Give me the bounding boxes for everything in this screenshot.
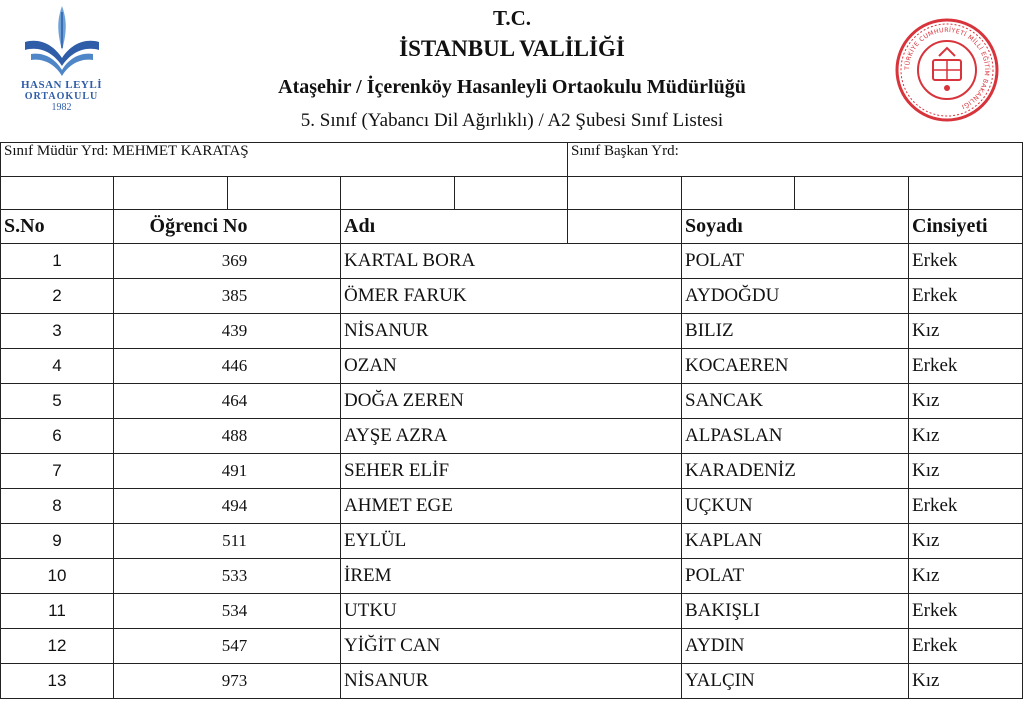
cell-gender: Kız [909, 664, 1023, 699]
cell-surname: KOCAEREN [682, 349, 909, 384]
cell-name: EYLÜL [341, 524, 682, 559]
cell-surname: KARADENİZ [682, 454, 909, 489]
cell-student-no: 973 [114, 664, 341, 699]
col-header-sno: S.No [1, 210, 114, 244]
seal-ring-text: TÜRKİYE CUMHURİYETİ MİLLİ EĞİTİM BAKANLIĞI [903, 26, 991, 110]
col-header-gender: Cinsiyeti [909, 210, 1023, 244]
cell-gender: Kız [909, 559, 1023, 594]
cell-name: SEHER ELİF [341, 454, 682, 489]
table-row [1, 244, 1023, 279]
cell-name: DOĞA ZEREN [341, 384, 682, 419]
table-row [1, 349, 1023, 384]
cell-name: NİSANUR [341, 664, 682, 699]
cell-surname: POLAT [682, 559, 909, 594]
cell-name: KARTAL BORA [341, 244, 682, 279]
class-teacher: Sınıf Müdür Yrd: MEHMET KARATAŞ [1, 143, 568, 177]
cell-sno: 4 [1, 349, 114, 384]
cell-gender: Kız [909, 524, 1023, 559]
col-header-spacer [568, 210, 682, 244]
document-header [0, 0, 1024, 142]
cell-sno: 8 [1, 489, 114, 524]
blank-cell [682, 177, 795, 210]
cell-sno: 12 [1, 629, 114, 664]
cell-surname: AYDIN [682, 629, 909, 664]
cell-sno: 10 [1, 559, 114, 594]
table-row [1, 314, 1023, 349]
cell-name: NİSANUR [341, 314, 682, 349]
cell-surname: UÇKUN [682, 489, 909, 524]
class-president: Sınıf Başkan Yrd: [568, 143, 1023, 177]
column-header-row [1, 210, 1023, 244]
cell-sno: 6 [1, 419, 114, 454]
cell-student-no: 488 [114, 419, 341, 454]
table-row [1, 384, 1023, 419]
cell-name: AHMET EGE [341, 489, 682, 524]
cell-gender: Kız [909, 419, 1023, 454]
table-row [1, 664, 1023, 699]
blank-cell [1, 177, 114, 210]
student-rows [1, 244, 1023, 699]
blank-cell [568, 177, 682, 210]
blank-cell [455, 177, 568, 210]
cell-name: İREM [341, 559, 682, 594]
blank-cell [795, 177, 909, 210]
cell-student-no: 534 [114, 594, 341, 629]
cell-surname: AYDOĞDU [682, 279, 909, 314]
cell-gender: Erkek [909, 489, 1023, 524]
logo-line-2: ORTAOKULU [24, 91, 99, 102]
cell-surname: SANCAK [682, 384, 909, 419]
cell-student-no: 511 [114, 524, 341, 559]
cell-surname: ALPASLAN [682, 419, 909, 454]
cell-sno: 3 [1, 314, 114, 349]
cell-sno: 11 [1, 594, 114, 629]
cell-sno: 9 [1, 524, 114, 559]
header-school: Ataşehir / İçerenköy Hasanleyli Ortaokulu Müdürlüğü [278, 76, 746, 98]
logo-line-1: HASAN LEYLİ [21, 79, 102, 91]
table-row [1, 489, 1023, 524]
cell-surname: BILIZ [682, 314, 909, 349]
col-header-surname: Soyadı [682, 210, 909, 244]
col-header-name: Adı [341, 210, 568, 244]
cell-surname: YALÇIN [682, 664, 909, 699]
cell-name: YİĞİT CAN [341, 629, 682, 664]
cell-surname: BAKIŞLI [682, 594, 909, 629]
blank-cell [909, 177, 1023, 210]
header-governorship: İSTANBUL VALİLİĞİ [399, 36, 625, 61]
table-row [1, 594, 1023, 629]
cell-gender: Erkek [909, 594, 1023, 629]
col-header-student-no: Öğrenci No [114, 210, 341, 244]
cell-student-no: 464 [114, 384, 341, 419]
cell-gender: Kız [909, 454, 1023, 489]
table-row [1, 559, 1023, 594]
cell-name: ÖMER FARUK [341, 279, 682, 314]
cell-student-no: 369 [114, 244, 341, 279]
cell-sno: 2 [1, 279, 114, 314]
cell-sno: 1 [1, 244, 114, 279]
blank-cell [341, 177, 455, 210]
cell-name: AYŞE AZRA [341, 419, 682, 454]
blank-row [1, 177, 1023, 210]
ministry-seal-icon [893, 16, 1001, 124]
cell-sno: 5 [1, 384, 114, 419]
ministry-seal [893, 16, 1001, 124]
cell-sno: 13 [1, 664, 114, 699]
cell-student-no: 491 [114, 454, 341, 489]
table-row [1, 629, 1023, 664]
cell-student-no: 533 [114, 559, 341, 594]
header-country: T.C. [492, 6, 532, 30]
cell-gender: Kız [909, 314, 1023, 349]
cell-gender: Erkek [909, 279, 1023, 314]
cell-student-no: 439 [114, 314, 341, 349]
class-list-table [0, 142, 1023, 699]
cell-name: OZAN [341, 349, 682, 384]
table-row [1, 524, 1023, 559]
cell-gender: Erkek [909, 349, 1023, 384]
cell-student-no: 494 [114, 489, 341, 524]
cell-gender: Erkek [909, 629, 1023, 664]
info-row [1, 143, 1023, 177]
table-row [1, 454, 1023, 489]
table-row [1, 279, 1023, 314]
cell-gender: Erkek [909, 244, 1023, 279]
cell-sno: 7 [1, 454, 114, 489]
cell-student-no: 547 [114, 629, 341, 664]
cell-gender: Kız [909, 384, 1023, 419]
cell-name: UTKU [341, 594, 682, 629]
logo-line-3: 1982 [51, 102, 72, 113]
cell-surname: KAPLAN [682, 524, 909, 559]
table-row [1, 419, 1023, 454]
blank-cell [114, 177, 228, 210]
header-class-title: 5. Sınıf (Yabancı Dil Ağırlıklı) / A2 Şubesi Sınıf Listesi [300, 110, 724, 131]
blank-cell [228, 177, 341, 210]
cell-student-no: 446 [114, 349, 341, 384]
cell-student-no: 385 [114, 279, 341, 314]
cell-surname: POLAT [682, 244, 909, 279]
